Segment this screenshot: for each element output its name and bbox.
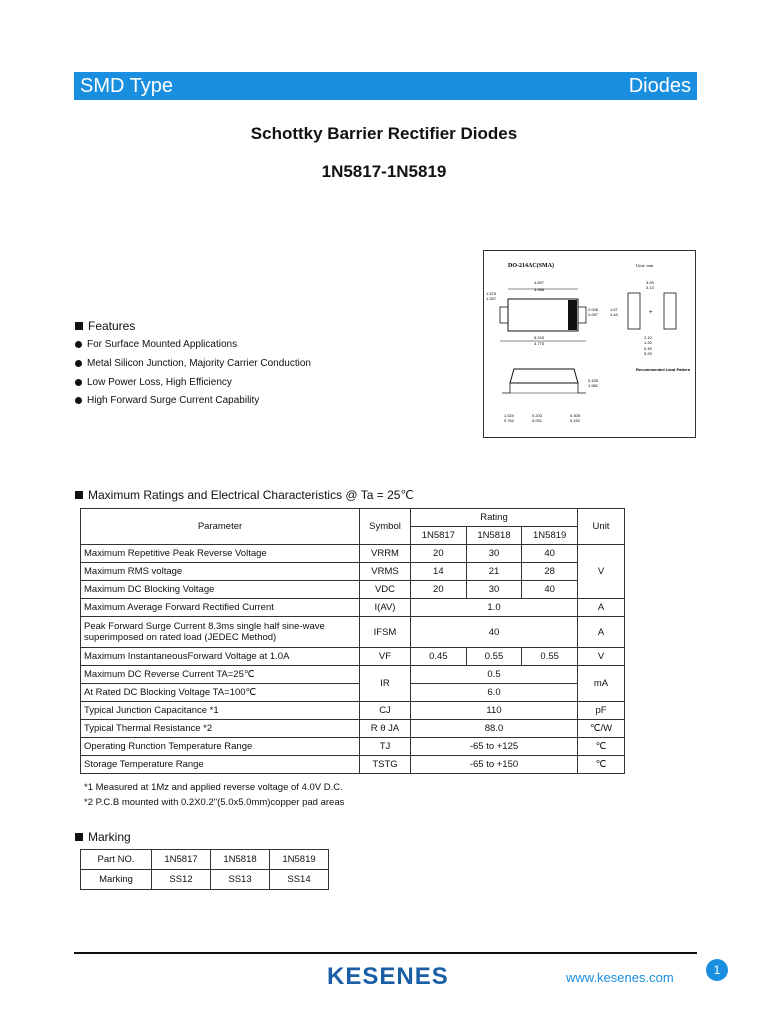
table-row: Storage Temperature Range TSTG -65 to +150 ℃ — [81, 756, 625, 774]
feature-item: High Forward Surge Current Capability — [75, 395, 259, 406]
svg-text:5.49: 5.49 — [644, 346, 652, 351]
square-bullet-icon — [75, 833, 83, 841]
table-row: Peak Forward Surge Current 8.3ms single half sine-wave superimposed on rated load (JEDEC Method) IFSM 40 A — [81, 617, 625, 648]
marking-table — [80, 849, 329, 890]
svg-text:0.203: 0.203 — [532, 413, 543, 418]
svg-text:1.20: 1.20 — [644, 340, 652, 345]
package-drawing — [483, 250, 696, 438]
svg-text:2.006: 2.006 — [588, 307, 599, 312]
svg-text:3.988: 3.988 — [534, 287, 545, 292]
feature-item: For Surface Mounted Applications — [75, 339, 237, 350]
svg-text:1.43: 1.43 — [610, 312, 618, 317]
svg-text:3.13: 3.13 — [646, 285, 654, 290]
page-number: 1 — [706, 959, 728, 981]
bullet-icon — [75, 341, 82, 348]
table-row: At Rated DC Blocking Voltage TA=100℃ 6.0 — [81, 684, 625, 702]
svg-text:1.575: 1.575 — [486, 291, 497, 296]
table-row: Maximum Average Forward Rectified Current I(AV) 1.0 A — [81, 599, 625, 617]
table-row: Maximum RMS voltage VRMS 14 21 28 — [81, 563, 625, 581]
svg-text:0.152: 0.152 — [570, 418, 581, 423]
svg-text:0.051: 0.051 — [532, 418, 543, 423]
ratings-table: Parameter Symbol Rating Unit 1N5817 1N5818 1N5819 Maximum Repetitive Peak Reverse Voltage VRRM 20 30 40 V Maximum RMS voltage VRMS 14 21 28 Maximum DC Blocking Voltage VDC 20 30 40 Maximum Average Forward Rectified Current I(AV) 1.0 A Peak Forward Surge Current 8.3ms single half sine-wave superimposed on rated load (JEDEC Method) IFSM 40 A Maximum InstantaneousForward Voltage at 1.0A VF 0.45 0.55 0.55 V Maximum DC Reverse Current TA=25℃ IR 0.5 mA At Rated DC Blocking Voltage TA=100℃ 6.0 Typical Junction Capacitance *1 CJ 110 pF Typical Thermal Resistance *2 R θ JA 88.0 ℃/W Operating Runction Temperature Range TJ -65 to +125 ℃ Storage Temperature Range TSTG -65 to +150 ℃ — [80, 508, 625, 774]
pkg-name: DO-214AC(SMA) — [508, 263, 554, 269]
website-link[interactable]: www.kesenes.com — [566, 970, 674, 985]
svg-text:2.435: 2.435 — [588, 378, 599, 383]
svg-text:2.057: 2.057 — [588, 312, 599, 317]
svg-text:2.10: 2.10 — [644, 335, 652, 340]
footer-divider — [74, 952, 697, 954]
table-row: Typical Thermal Resistance *2 R θ JA 88.0 ℃/W — [81, 720, 625, 738]
svg-text:4.775: 4.775 — [534, 341, 545, 346]
table-row: Operating Runction Temperature Range TJ -65 to +125 ℃ — [81, 738, 625, 756]
svg-text:+: + — [649, 310, 653, 316]
svg-text:Recommended Land Pattern: Recommended Land Pattern — [636, 367, 691, 372]
svg-text:0.762: 0.762 — [504, 418, 515, 423]
table-row: Part NO. 1N5817 1N5818 1N5819 — [81, 850, 329, 870]
ratings-heading: Maximum Ratings and Electrical Characteristics @ Ta = 25℃ — [75, 488, 414, 502]
square-bullet-icon — [75, 491, 83, 499]
table-row: Typical Junction Capacitance *1 CJ 110 pF — [81, 702, 625, 720]
svg-text:0.305: 0.305 — [570, 413, 581, 418]
note-2: *2 P.C.B mounted with 0.2X0.2"(5.0x5.0mm)copper pad areas — [84, 797, 345, 808]
table-row: Marking SS12 SS13 SS14 — [81, 870, 329, 890]
table-row: Maximum DC Reverse Current TA=25℃ IR 0.5 mA — [81, 666, 625, 684]
note-1: *1 Measured at 1Mz and applied reverse voltage of 4.0V D.C. — [84, 782, 343, 793]
table-row: Maximum Repetitive Peak Reverse Voltage VRRM 20 30 40 V — [81, 545, 625, 563]
header-left: SMD Type — [80, 74, 173, 97]
svg-text:5.29: 5.29 — [644, 351, 652, 356]
bullet-icon — [75, 397, 82, 404]
features-heading: Features — [75, 319, 135, 333]
feature-item: Metal Silicon Junction, Majority Carrier Conduction — [75, 358, 311, 369]
bullet-icon — [75, 360, 82, 367]
table-row: Maximum InstantaneousForward Voltage at 1.0A VF 0.45 0.55 0.55 V — [81, 648, 625, 666]
square-bullet-icon — [75, 322, 83, 330]
marking-heading: Marking — [75, 830, 131, 844]
svg-text:4.597: 4.597 — [534, 280, 545, 285]
feature-item: Low Power Loss, High Efficiency — [75, 377, 232, 388]
part-range: 1N5817-1N5819 — [321, 162, 447, 181]
header-right: Diodes — [628, 74, 691, 97]
package-outline-svg — [484, 251, 695, 437]
header-banner — [74, 72, 697, 100]
company-logo: KESENES — [327, 963, 449, 990]
doc-title: Schottky Barrier Rectifier Diodes — [250, 124, 518, 143]
svg-text:1.67: 1.67 — [610, 307, 618, 312]
svg-text:5.243: 5.243 — [534, 335, 545, 340]
svg-text:1.981: 1.981 — [588, 383, 599, 388]
bullet-icon — [75, 379, 82, 386]
svg-text:1.524: 1.524 — [504, 413, 515, 418]
svg-text:3.93: 3.93 — [646, 280, 654, 285]
table-row: Maximum DC Blocking Voltage VDC 20 30 40 — [81, 581, 625, 599]
pkg-unit: Unit: mm — [636, 263, 654, 268]
svg-text:1.257: 1.257 — [486, 296, 497, 301]
